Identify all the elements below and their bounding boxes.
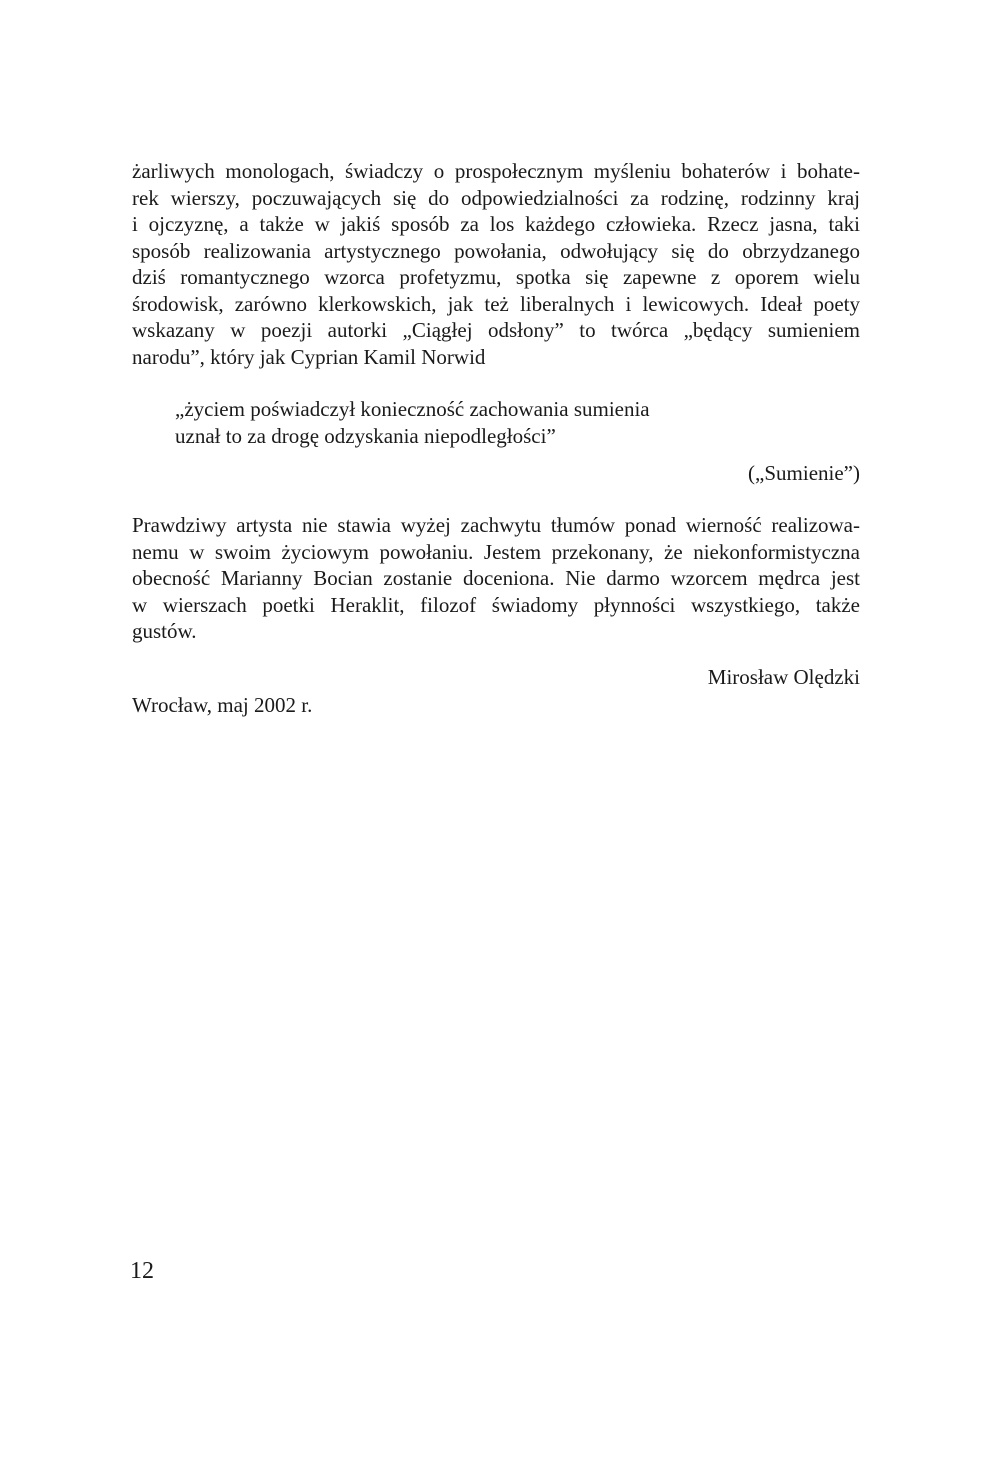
paragraph-line: środowisk, zarówno klerkowskich, jak też liberalnych i lewicowych. Ideał poety bbox=[132, 291, 860, 316]
paragraph-line: gustów. bbox=[132, 619, 197, 643]
paragraph-line: w wierszach poetki Heraklit, filozof świadomy płynności wszystkiego, także bbox=[132, 592, 860, 617]
paragraph-line: dziś romantycznego wzorca profetyzmu, spotka się zapewne z oporem wielu bbox=[132, 265, 860, 289]
paragraph-2 bbox=[132, 512, 860, 645]
author-signature: Mirosław Olędzki bbox=[707, 665, 860, 689]
paragraph-line: sposób realizowania artystycznego powołania, odwołujący się do obrzydzanego bbox=[132, 238, 860, 263]
quote-source: („Sumienie”) bbox=[748, 461, 860, 485]
paragraph-line: wskazany w poezji autorki „Ciągłej odsłony” to twórca „będący sumieniem bbox=[132, 318, 860, 342]
place-and-date: Wrocław, maj 2002 r. bbox=[132, 693, 313, 717]
poem-quote bbox=[175, 396, 650, 449]
paragraph-line: i ojczyznę, a także w jakiś sposób za los każdego człowieka. Rzecz jasna, taki bbox=[132, 212, 860, 236]
paragraph-line: rek wierszy, poczuwających się do odpowiedzialności za rodzinę, rodzinny kraj bbox=[132, 185, 860, 210]
paragraph-line: Prawdziwy artysta nie stawia wyżej zachwytu tłumów ponad wierność realizowa- bbox=[132, 513, 860, 537]
quote-line: uznał to za drogę odzyskania niepodległości” bbox=[175, 423, 556, 448]
quote-line: „życiem poświadczył konieczność zachowania sumienia bbox=[175, 397, 650, 421]
paragraph-line: nemu w swoim życiowym powołaniu. Jestem przekonany, że niekonformistyczna bbox=[132, 539, 860, 564]
paragraph-1 bbox=[132, 158, 860, 370]
page-number: 12 bbox=[130, 1258, 154, 1284]
paragraph-line: obecność Marianny Bocian zostanie doceniona. Nie darmo wzorcem mędrca jest bbox=[132, 566, 860, 590]
paragraph-line: narodu”, który jak Cyprian Kamil Norwid bbox=[132, 344, 486, 369]
paragraph-line: żarliwych monologach, świadczy o prospołecznym myśleniu bohaterów i bohate- bbox=[132, 159, 860, 183]
